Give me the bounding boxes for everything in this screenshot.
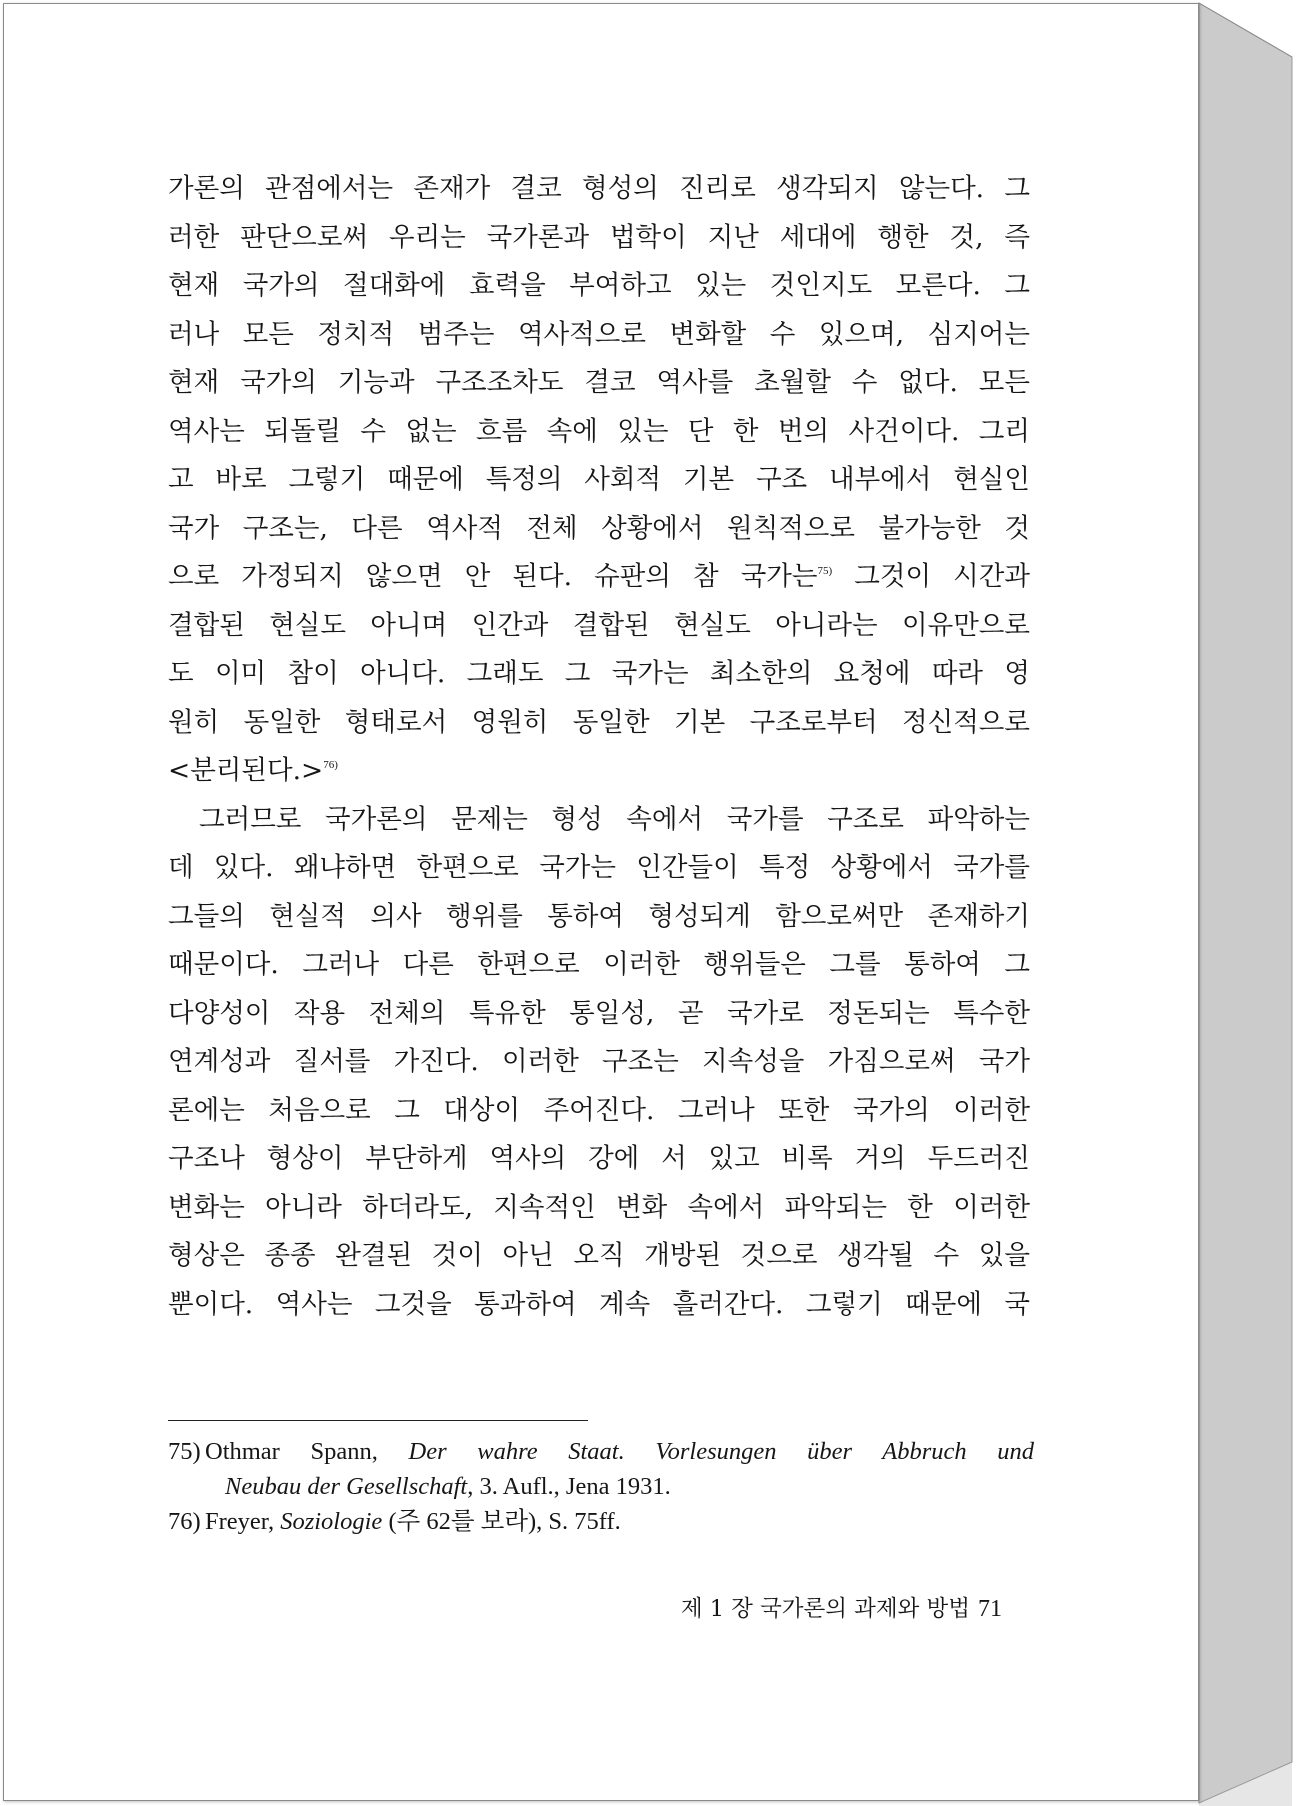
text-line: 국가 구조는, 다른 역사적 전체 상황에서 원칙적으로 불가능한 것	[168, 512, 1030, 544]
footnote-number: 76)	[168, 1508, 201, 1535]
text-line: 가론의 관점에서는 존재가 결코 형성의 진리로 생각되지 않는다. 그	[168, 173, 1030, 204]
page-number: 71	[978, 1596, 1002, 1622]
text-line: 데 있다. 왜냐하면 한편으로 국가는 인간들이 특정 상황에서 국가를	[168, 852, 1030, 883]
footnote-number: 75)	[168, 1438, 201, 1465]
text-line: 때문이다. 그러나 다른 한편으로 이러한 행위들은 그를 통하여 그	[168, 949, 1030, 980]
footnote-author: Freyer,	[205, 1508, 281, 1535]
footnote-75-line1	[168, 1434, 1034, 1469]
text-segment: 으로 가정되지 않으면 안 된다. 슈판의 참 국가는	[168, 561, 818, 592]
footnote-title: Neubau der Gesellschaft	[225, 1473, 468, 1500]
text-segment: <분리된다.>	[168, 755, 324, 786]
text-line: 현재 국가의 절대화에 효력을 부여하고 있는 것인지도 모른다. 그	[168, 270, 1030, 301]
text-line: 그들의 현실적 의사 행위를 통하여 형성되게 함으로써만 존재하기	[168, 900, 1030, 932]
footnote-76	[168, 1504, 1034, 1539]
footnote-author: Othmar Spann,	[205, 1438, 409, 1465]
footnote-title: Soziologie	[280, 1508, 383, 1535]
footnote-title: Der wahre Staat. Vorlesungen über Abbruch und	[408, 1438, 1034, 1465]
paragraph-start-line: 그러므로 국가론의 문제는 형성 속에서 국가를 구조로 파악하는	[199, 803, 1030, 835]
book-spine-top	[1199, 3, 1292, 1806]
text-line: 연계성과 질서를 가진다. 이러한 구조는 지속성을 가짐으로써 국가	[168, 1046, 1030, 1077]
chapter-title: 제 1 장 국가론의 과제와 방법	[680, 1596, 970, 1622]
text-line: 역사는 되돌릴 수 없는 흐름 속에 있는 단 한 번의 사건이다. 그리	[168, 415, 1030, 447]
text-line: 원히 동일한 형태로서 영원히 동일한 기본 구조로부터 정신적으로	[168, 706, 1030, 738]
text-line: 구조나 형상이 부단하게 역사의 강에 서 있고 비록 거의 두드러진	[168, 1143, 1030, 1174]
text-line: 고 바로 그렇기 때문에 특정의 사회적 기본 구조 내부에서 현실인	[168, 464, 1030, 495]
text-line: 러나 모든 정치적 범주는 역사적으로 변화할 수 있으며, 심지어는	[168, 318, 1030, 350]
body-text	[168, 165, 1030, 1329]
footnote-ref-75[interactable]: 75)	[817, 565, 833, 577]
footnotes	[168, 1434, 1034, 1539]
text-line: 형상은 종종 완결된 것이 아닌 오직 개방된 것으로 생각될 수 있을	[168, 1240, 1030, 1271]
text-line: 뿐이다. 역사는 그것을 통과하여 계속 흘러간다. 그렇기 때문에 국	[168, 1288, 1030, 1320]
footnote-75-line2	[168, 1469, 1034, 1504]
text-line: 변화는 아니라 하더라도, 지속적인 변화 속에서 파악되는 한 이러한	[168, 1191, 1030, 1223]
text-line: 결합된 현실도 아니며 인간과 결합된 현실도 아니라는 이유만으로	[168, 609, 1030, 641]
running-footer	[640, 1591, 1002, 1623]
text-line: 러한 판단으로써 우리는 국가론과 법학이 지난 세대에 행한 것, 즉	[168, 221, 1030, 253]
text-line: 도 이미 참이 아니다. 그래도 그 국가는 최소한의 요청에 따라 영	[168, 658, 1030, 689]
text-segment: 그것이 시간과	[832, 561, 1030, 592]
footnote-75	[168, 1434, 1034, 1469]
text-line	[168, 747, 1030, 796]
footnote-detail: , 3. Aufl., Jena 1931.	[467, 1473, 671, 1500]
footnote-ref-76[interactable]: 76)	[323, 759, 338, 771]
footnote-divider	[168, 1420, 588, 1421]
text-line: 현재 국가의 기능과 구조조차도 결코 역사를 초월할 수 없다. 모든	[168, 367, 1030, 398]
text-line: 론에는 처음으로 그 대상이 주어진다. 그러나 또한 국가의 이러한	[168, 1094, 1030, 1126]
footnote-detail: (주 62를 보라), S. 75ff.	[382, 1508, 621, 1535]
text-line	[168, 553, 1030, 602]
text-line: 다양성이 작용 전체의 특유한 통일성, 곧 국가로 정돈되는 특수한	[168, 997, 1030, 1029]
book-spine-side	[1199, 3, 1292, 1803]
